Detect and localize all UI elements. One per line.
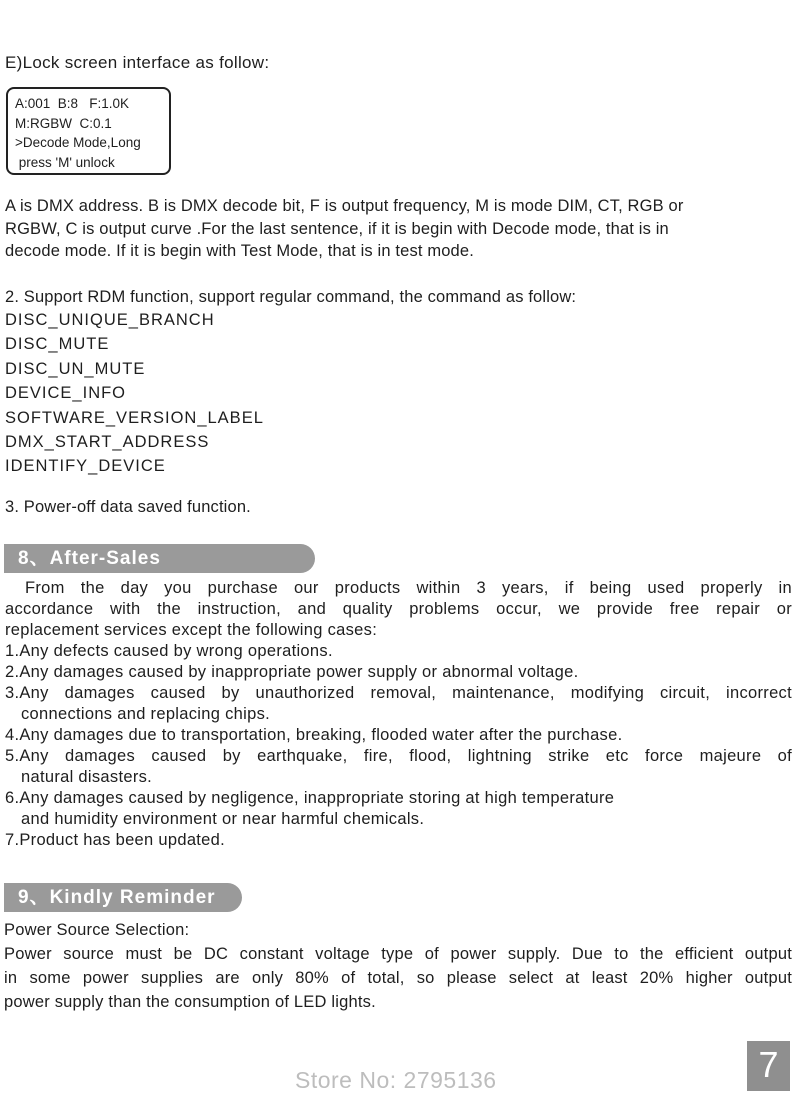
page-number: 7 <box>747 1041 790 1091</box>
after-sales-item: 6.Any damages caused by negligence, inappropriate storing at high temperature <box>5 789 615 807</box>
lcd-line: A:001 B:8 F:1.0K <box>15 96 130 111</box>
power-off-note: 3. Power-off data saved function. <box>5 498 251 516</box>
after-sales-item: 1.Any defects caused by wrong operations. <box>5 642 333 660</box>
reminder-body <box>4 918 792 1014</box>
after-sales-body <box>5 578 792 851</box>
explanation-line: A is DMX address. B is DMX decode bit, F is output frequency, M is mode DIM, CT, RGB or <box>5 197 684 215</box>
reminder-line: in some power supplies are only 80% of total, so please select at least 20% higher output <box>4 969 792 987</box>
after-sales-item: natural disasters. <box>21 768 153 786</box>
after-sales-item: 5.Any damages caused by earthquake, fire, flood, lightning strike etc force majeure of <box>5 747 792 765</box>
after-sales-item: 4.Any damages due to transportation, breaking, flooded water after the purchase. <box>5 726 623 744</box>
after-sales-item: and humidity environment or near harmful chemicals. <box>21 810 425 828</box>
after-sales-item: 3.Any damages caused by unauthorized removal, maintenance, modifying circuit, incorrect <box>5 684 792 702</box>
explanation-line: decode mode. If it is begin with Test Mode, that is in test mode. <box>5 242 474 260</box>
kindly-reminder-heading: 9、Kindly Reminder <box>4 883 242 912</box>
lcd-display <box>6 87 171 175</box>
after-sales-item: connections and replacing chips. <box>21 705 271 723</box>
after-sales-intro-line: replacement services except the following cases: <box>5 621 378 639</box>
lcd-line: >Decode Mode,Long <box>15 135 141 150</box>
lock-screen-explanation <box>5 195 793 263</box>
after-sales-intro-line: accordance with the instruction, and quality problems occur, we provide free repair or <box>5 600 792 618</box>
reminder-subtitle: Power Source Selection: <box>4 921 190 939</box>
explanation-line: RGBW, C is output curve .For the last sentence, if it is begin with Decode mode, that is in <box>5 219 669 238</box>
lcd-line: M:RGBW C:0.1 <box>15 115 112 131</box>
lcd-line: press 'M' unlock <box>15 154 115 170</box>
after-sales-heading: 8、After-Sales <box>4 544 315 573</box>
reminder-line: Power source must be DC constant voltage type of power supply. Due to the efficient output <box>4 945 792 963</box>
rdm-command: SOFTWARE_VERSION_LABEL <box>5 408 264 427</box>
after-sales-item: 7.Product has been updated. <box>5 831 226 849</box>
rdm-intro: 2. Support RDM function, support regular command, the command as follow: <box>5 288 577 306</box>
rdm-command: IDENTIFY_DEVICE <box>5 457 166 476</box>
store-watermark: Store No: 2795136 <box>295 1067 497 1093</box>
rdm-command: DISC_MUTE <box>5 335 110 354</box>
rdm-command: DISC_UN_MUTE <box>5 359 146 378</box>
reminder-line: power supply than the consumption of LED lights. <box>4 993 376 1011</box>
after-sales-intro-line: From the day you purchase our products within 3 years, if being used properly in <box>25 579 792 597</box>
rdm-command: DEVICE_INFO <box>5 384 127 403</box>
rdm-command-list <box>5 308 264 479</box>
lock-screen-heading: E)Lock screen interface as follow: <box>5 53 270 72</box>
rdm-command: DMX_START_ADDRESS <box>5 433 210 452</box>
rdm-command: DISC_UNIQUE_BRANCH <box>5 311 215 329</box>
after-sales-item: 2.Any damages caused by inappropriate power supply or abnormal voltage. <box>5 663 579 681</box>
